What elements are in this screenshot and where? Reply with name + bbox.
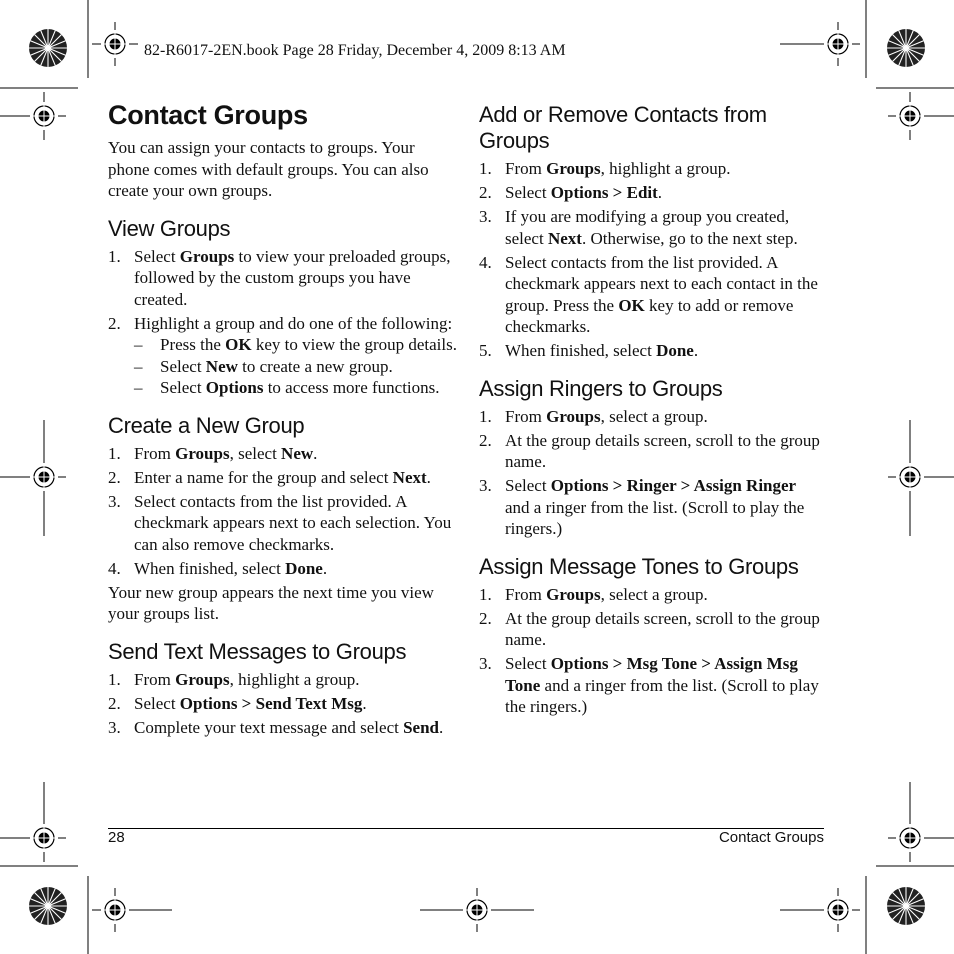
- send-text-steps: [108, 669, 458, 739]
- list-item: 2. Select Options > Edit.: [479, 183, 663, 202]
- send-text-heading: Send Text Messages to Groups: [108, 638, 407, 664]
- sub-list-item: – Select New to create a new group.: [134, 356, 393, 376]
- list-item: 2. At the group details screen, scroll to the group name.: [479, 608, 820, 649]
- list-item: 2. Highlight a group and do one of the following: – Press the OK key to view the group details. – Select New to create a new group. – Select Options to access more functions.: [108, 313, 457, 397]
- left-column: [108, 100, 458, 741]
- list-item: 2. At the group details screen, scroll to the group name.: [479, 430, 820, 471]
- page-number: 28: [108, 829, 125, 846]
- list-item: 1. From Groups, select a group.: [479, 406, 708, 426]
- sub-list-item: – Select Options to access more functions.: [134, 378, 440, 397]
- footer-divider: [108, 828, 824, 829]
- assign-ringers-heading: Assign Ringers to Groups: [479, 375, 723, 401]
- list-item: 3. Select Options > Ringer > Assign Ringer and a ringer from the list. (Scroll to play the ringers.): [479, 476, 805, 538]
- list-item: 5. When finished, select Done.: [479, 341, 699, 360]
- sub-list: [134, 334, 458, 399]
- page-title: Contact Groups: [108, 100, 308, 130]
- view-groups-steps: [108, 246, 458, 399]
- list-item: 4. When finished, select Done.: [108, 558, 328, 578]
- list-item: 3. If you are modifying a group you created, select Next. Otherwise, go to the next step.: [479, 207, 798, 248]
- add-remove-heading: Add or Remove Contacts from Groups: [479, 102, 767, 153]
- create-group-note: Your new group appears the next time you view your groups list.: [108, 582, 434, 623]
- list-item: 3. Complete your text message and select Send.: [108, 717, 444, 737]
- view-groups-heading: View Groups: [108, 215, 231, 241]
- list-item: 1. From Groups, highlight a group.: [479, 159, 731, 178]
- create-group-steps: [108, 443, 458, 580]
- intro-paragraph: You can assign your contacts to groups. Your phone comes with default groups. You can also create your own groups.: [108, 138, 429, 200]
- list-item: 1. From Groups, highlight a group.: [108, 669, 360, 689]
- sub-list-item: – Press the OK key to view the group details.: [134, 335, 457, 354]
- right-column: [479, 100, 824, 720]
- list-item: 1. From Groups, select a group.: [479, 584, 708, 604]
- assign-tones-heading: Assign Message Tones to Groups: [479, 553, 799, 579]
- footer-section-title: Contact Groups: [718, 829, 824, 846]
- list-item: 1. From Groups, select New.: [108, 443, 318, 463]
- step-number: 1.: [108, 246, 121, 266]
- list-item: 3. Select Options > Msg Tone > Assign Msg Tone and a ringer from the list. (Scroll to play the ringers.): [479, 654, 819, 716]
- list-item: 2. Select Options > Send Text Msg.: [108, 693, 367, 713]
- list-item: 1. Select Groups to view your preloaded groups, followed by the custom groups you have created.: [108, 246, 451, 309]
- step-number: 2.: [108, 313, 121, 333]
- add-remove-steps: [479, 158, 824, 362]
- assign-ringers-steps: [479, 406, 824, 540]
- assign-tones-steps: [479, 584, 824, 718]
- list-item: 3. Select contacts from the list provided. A checkmark appears next to each selection. You can also remove checkmarks.: [108, 491, 452, 554]
- create-group-heading: Create a New Group: [108, 412, 305, 438]
- list-item: 2. Enter a name for the group and select Next.: [108, 467, 431, 487]
- list-item: 4. Select contacts from the list provided. A checkmark appears next to each contact in the group. Press the OK key to add or remove checkmarks.: [479, 252, 818, 336]
- print-header: 82-R6017-2EN.book Page 28 Friday, December 4, 2009 8:13 AM: [144, 42, 566, 59]
